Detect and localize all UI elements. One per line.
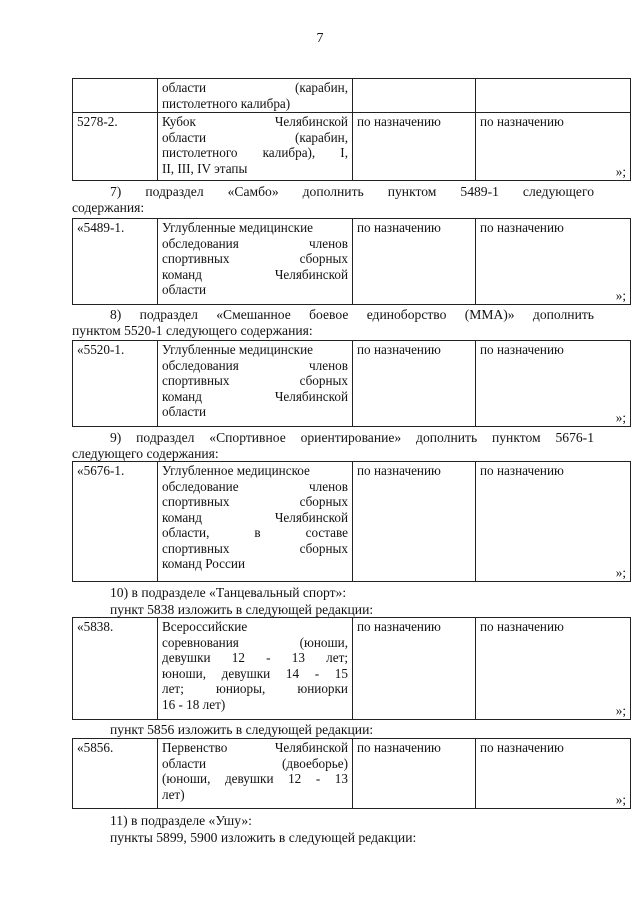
amendment-table: [72, 617, 631, 720]
column4-cell: [476, 462, 631, 582]
description-line: области: [162, 282, 207, 297]
closing-quote: »;: [615, 702, 626, 718]
description-cell: [158, 79, 353, 113]
paragraph-line: содержания:: [72, 200, 145, 215]
code-cell: «5489-1.: [73, 219, 158, 305]
paragraph-line: 11) в подразделе «Ушу»:: [110, 813, 252, 828]
description-line: лет; юниоры, юниорки: [162, 681, 348, 696]
code-cell: [73, 79, 158, 113]
column3-cell: по назначению: [353, 739, 476, 809]
description-line: соревнования (юноши,: [162, 634, 348, 650]
column4-value: по назначению: [480, 114, 564, 129]
code-cell: 5278-2.: [73, 113, 158, 181]
paragraph-line: следующего содержания:: [72, 446, 219, 461]
column4-value: по назначению: [480, 463, 564, 478]
code-cell: «5520-1.: [73, 341, 158, 427]
paragraph-line: пункты 5899, 5900 изложить в следующей редакции:: [110, 830, 417, 845]
description-line: спортивных сборных: [162, 251, 348, 266]
description-line: команд России: [162, 556, 246, 571]
column4-value: по назначению: [480, 619, 564, 634]
column4-value: по назначению: [480, 740, 564, 755]
description-line: обследования членов: [162, 357, 348, 373]
description-line: пистолетного калибра): [162, 95, 291, 111]
column3-cell: по назначению: [353, 113, 476, 181]
paragraph-line: пункт 5838 изложить в следующей редакции:: [110, 602, 374, 617]
description-line: II, III, IV этапы: [162, 160, 248, 176]
table-row: [73, 113, 631, 181]
description-line: области: [162, 404, 207, 419]
column3-cell: по назначению: [353, 341, 476, 427]
column4-cell: [476, 113, 631, 181]
description-line: 16 - 18 лет): [162, 696, 226, 712]
table-row: [73, 739, 631, 809]
description-cell: [158, 462, 353, 582]
description-line: области (двоеборье): [162, 755, 348, 771]
column3-cell: [353, 79, 476, 113]
description-line: Углубленное медицинское: [162, 463, 310, 478]
description-line: пистолетного калибра), I,: [162, 145, 348, 160]
description-line: лет): [162, 786, 185, 802]
description-line: области (карабин,: [162, 80, 348, 95]
table-row: [73, 462, 631, 582]
amendment-table: [72, 340, 631, 427]
paragraph-line: 7) подраздел «Самбо» дополнить пунктом 5489-1 следующего: [110, 184, 594, 199]
table-row: [73, 219, 631, 305]
description-line: Первенство Челябинской: [162, 740, 348, 755]
closing-quote: »;: [615, 564, 626, 580]
column3-cell: по назначению: [353, 618, 476, 720]
closing-quote: »;: [615, 409, 626, 425]
column4-cell: [476, 618, 631, 720]
description-line: Кубок Челябинской: [162, 114, 348, 129]
page-number: 7: [316, 31, 324, 46]
column4-cell: [476, 739, 631, 809]
description-cell: [158, 618, 353, 720]
amendment-table: [72, 461, 631, 582]
description-cell: [158, 113, 353, 181]
description-cell: [158, 341, 353, 427]
description-line: Углубленные медицинские: [162, 342, 313, 357]
description-line: девушки 12 - 13 лет;: [162, 650, 348, 665]
description-line: обследование членов: [162, 478, 348, 494]
column4-cell: [476, 79, 631, 113]
description-line: Углубленные медицинские: [162, 220, 313, 235]
continuation-table: [72, 78, 631, 181]
code-cell: «5676-1.: [73, 462, 158, 582]
paragraph-line: 9) подраздел «Спортивное ориентирование» дополнить пунктом 5676-1: [110, 430, 594, 445]
description-line: Всероссийские: [162, 619, 248, 634]
description-cell: [158, 739, 353, 809]
description-line: команд Челябинской: [162, 388, 348, 404]
description-line: спортивных сборных: [162, 540, 348, 556]
description-line: спортивных сборных: [162, 373, 348, 388]
description-line: юноши, девушки 14 - 15: [162, 665, 348, 681]
paragraph-line: 10) в подразделе «Танцевальный спорт»:: [110, 585, 347, 600]
description-line: спортивных сборных: [162, 494, 348, 509]
code-cell: «5838.: [73, 618, 158, 720]
amendment-table: [72, 218, 631, 305]
column4-cell: [476, 341, 631, 427]
description-line: области (карабин,: [162, 129, 348, 145]
paragraph-line: 8) подраздел «Смешанное боевое единоборство (ММА)» дополнить: [110, 307, 594, 322]
description-cell: [158, 219, 353, 305]
description-line: обследования членов: [162, 235, 348, 251]
column3-cell: по назначению: [353, 219, 476, 305]
description-line: команд Челябинской: [162, 509, 348, 525]
table-row: [73, 79, 631, 113]
table-row: [73, 341, 631, 427]
column3-cell: по назначению: [353, 462, 476, 582]
description-line: команд Челябинской: [162, 266, 348, 282]
column4-value: по назначению: [480, 220, 564, 235]
closing-quote: »;: [615, 163, 626, 179]
amendment-table: [72, 738, 631, 809]
column4-cell: [476, 219, 631, 305]
description-line: (юноши, девушки 12 - 13: [162, 771, 348, 786]
description-line: области, в составе: [162, 525, 348, 540]
closing-quote: »;: [615, 287, 626, 303]
column4-value: по назначению: [480, 342, 564, 357]
table-row: [73, 618, 631, 720]
closing-quote: »;: [615, 791, 626, 807]
paragraph-line: пункт 5856 изложить в следующей редакции:: [110, 722, 374, 737]
paragraph-line: пунктом 5520-1 следующего содержания:: [72, 323, 313, 338]
code-cell: «5856.: [73, 739, 158, 809]
